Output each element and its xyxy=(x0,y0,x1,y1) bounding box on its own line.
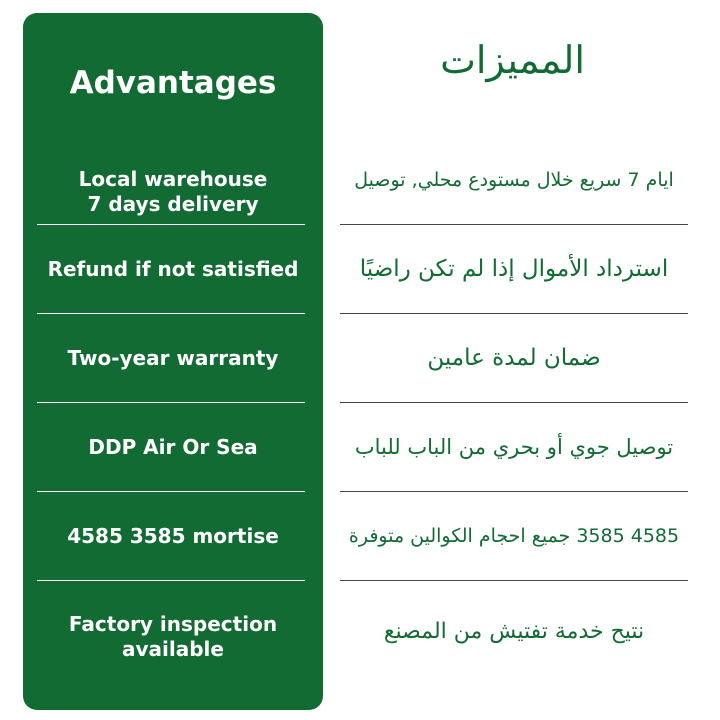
advantage-text: Local warehouse xyxy=(78,167,268,191)
advantage-row-5 xyxy=(23,492,323,580)
arabic-text: 4585 3585 جميع احجام الكوالين متوفرة xyxy=(348,525,680,547)
advantage-text: Factory inspection xyxy=(68,612,278,636)
arabic-text: ايام 7 سريع خلال مستودع محلي, توصيل xyxy=(354,169,674,191)
arabic-row-5 xyxy=(340,492,688,580)
advantage-text: DDP Air Or Sea xyxy=(88,434,258,459)
arabic-text: نتيح خدمة تفتيش من المصنع xyxy=(383,618,645,644)
advantage-text: Refund if not satisfied xyxy=(47,256,299,281)
advantages-title: Advantages xyxy=(69,65,277,101)
advantages-panel xyxy=(23,13,323,710)
arabic-text: توصيل جوي أو بحري من الباب للباب xyxy=(354,435,674,459)
arabic-row-2 xyxy=(340,225,688,313)
advantage-row-3 xyxy=(23,314,323,402)
arabic-text: استرداد الأموال إذا لم تكن راضيًا xyxy=(359,256,669,282)
advantage-row-2 xyxy=(23,225,323,313)
arabic-text: ضمان لمدة عامين xyxy=(427,345,601,371)
arabic-row-4 xyxy=(340,403,688,491)
advantage-row-1 xyxy=(23,149,323,235)
advantage-row-4 xyxy=(23,403,323,491)
arabic-row-6 xyxy=(340,581,688,681)
advantage-row-6 xyxy=(23,581,323,693)
arabic-row-3 xyxy=(340,314,688,402)
arabic-title: المميزات xyxy=(440,38,585,82)
arabic-row-1 xyxy=(340,136,688,224)
advantage-text: 7 days delivery xyxy=(87,192,259,216)
advantage-text: Two-year warranty xyxy=(67,345,279,370)
advantage-text: available xyxy=(122,637,224,661)
advantage-text: 4585 3585 mortise xyxy=(67,523,279,548)
